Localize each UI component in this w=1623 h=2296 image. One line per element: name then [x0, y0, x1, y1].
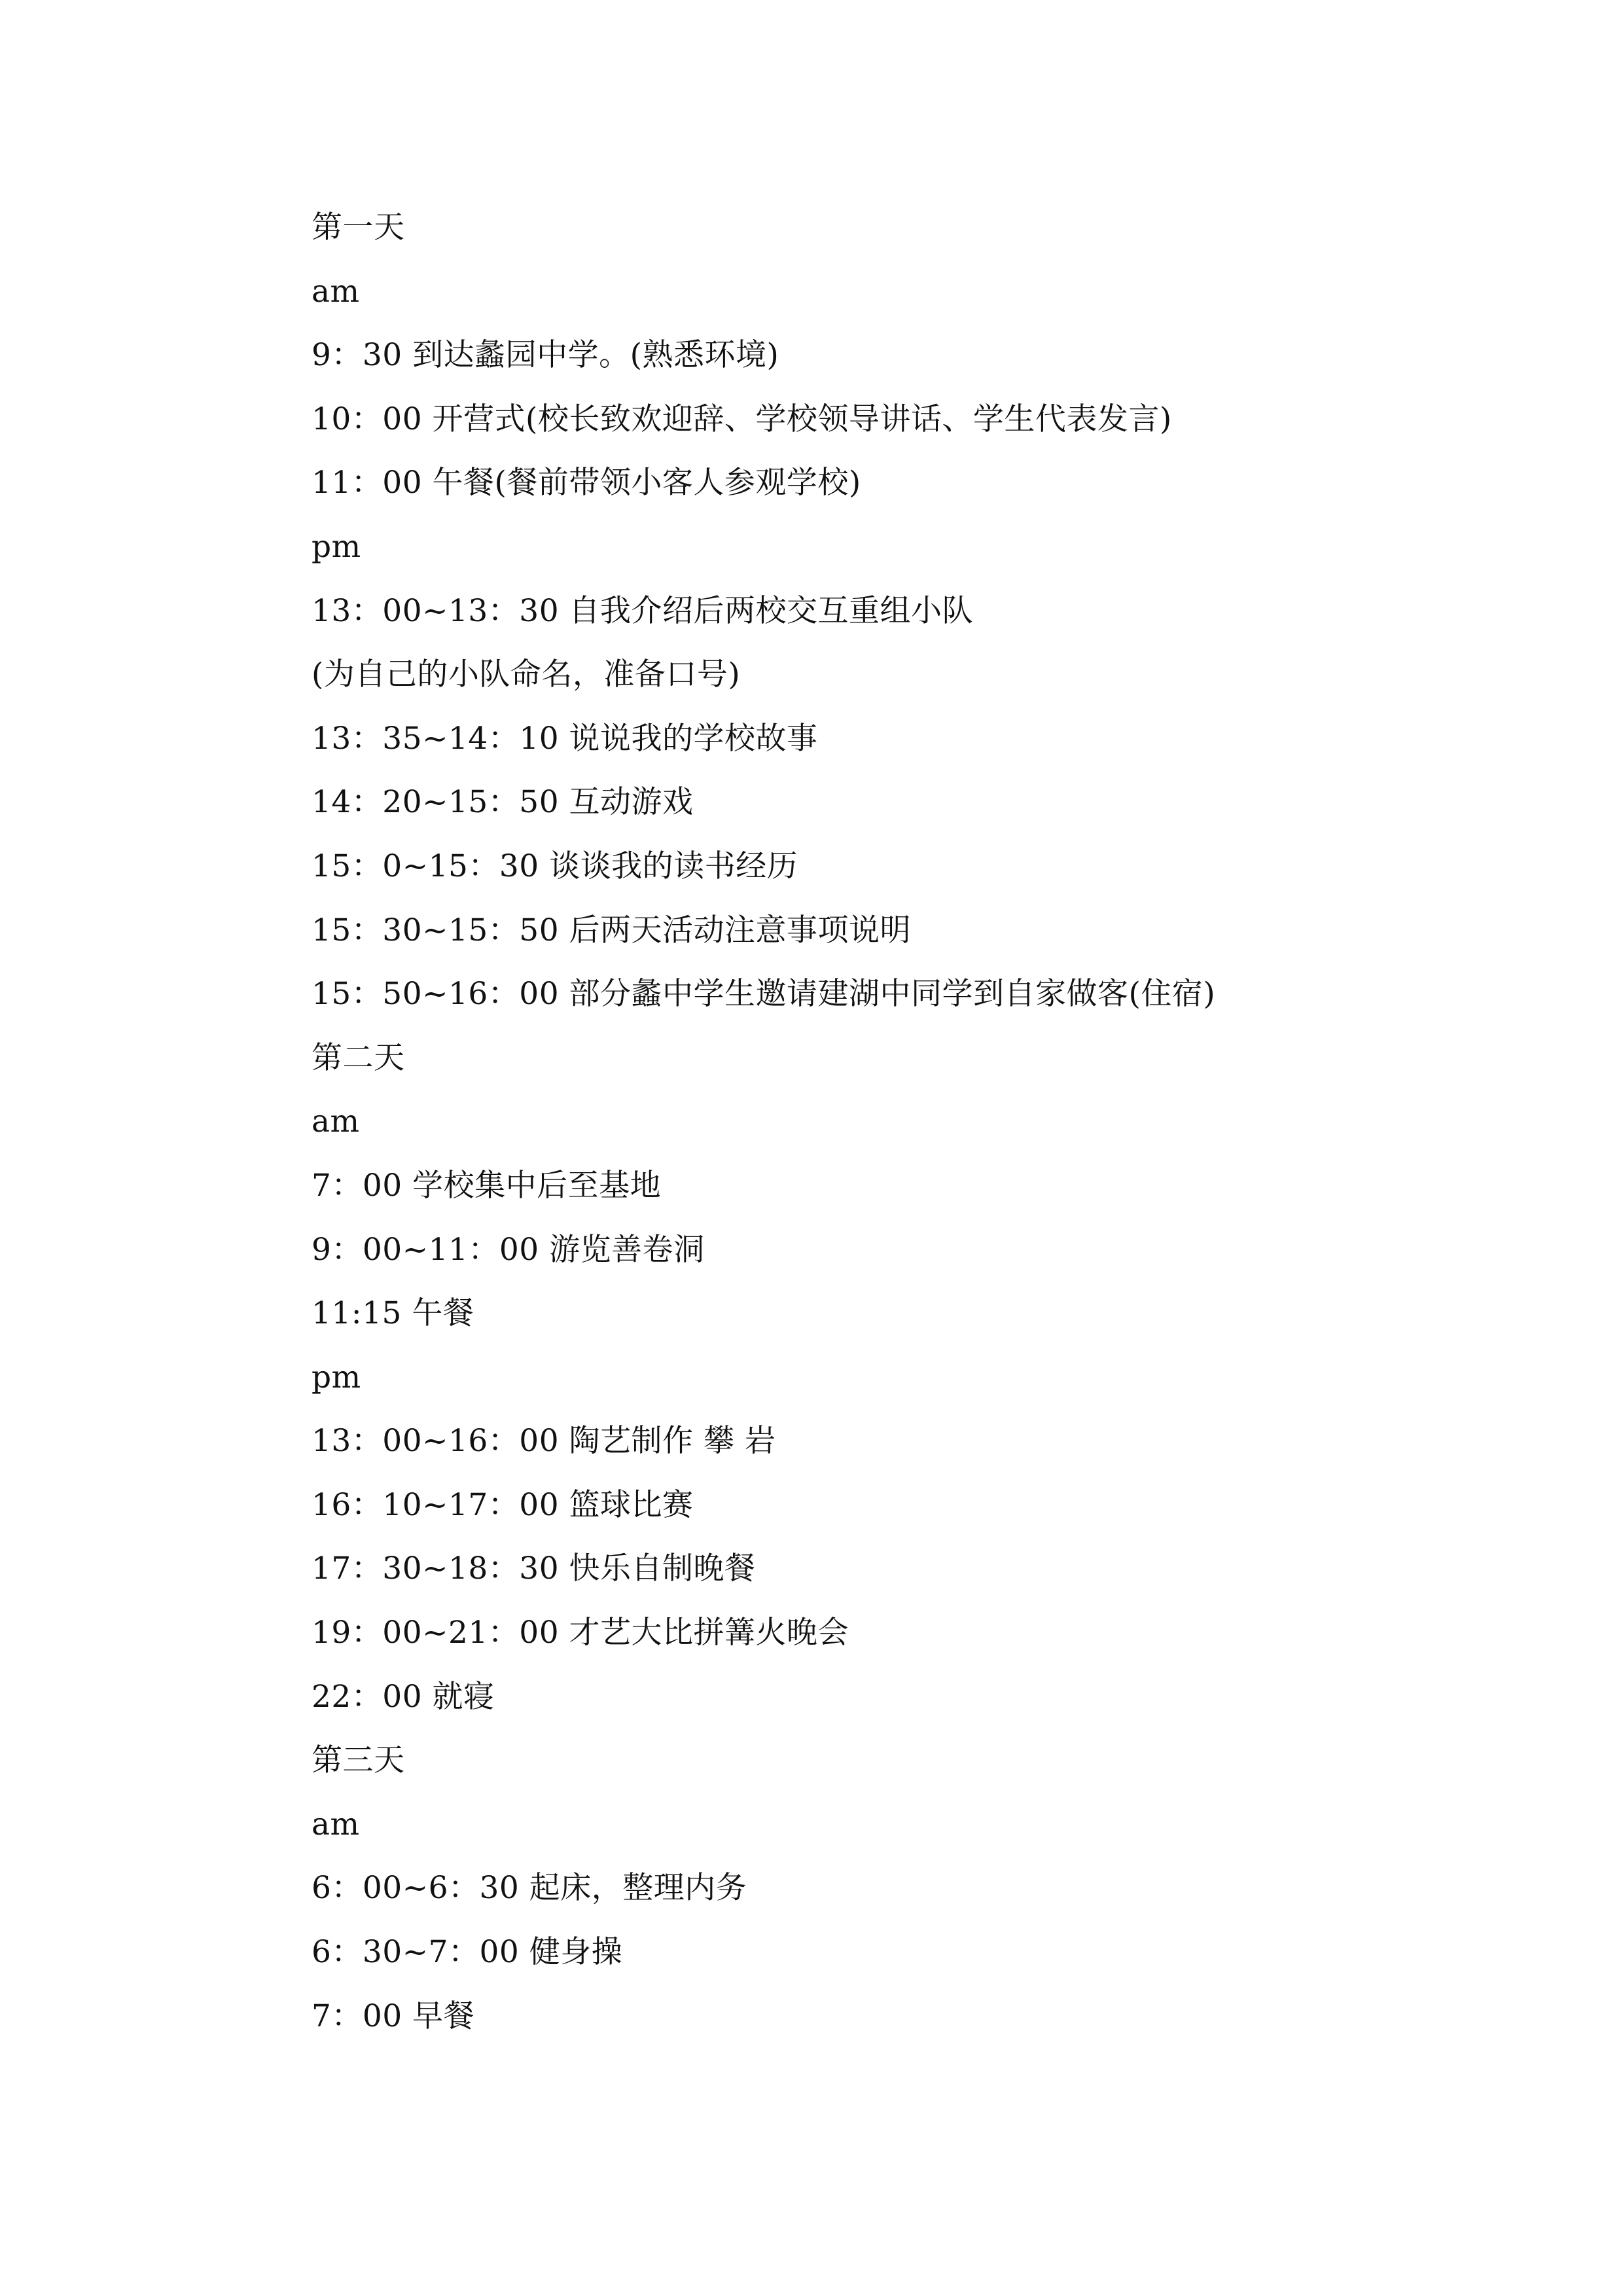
- schedule-line: 19：00~21：00 才艺大比拼篝火晚会: [312, 1615, 849, 1651]
- schedule-line: 9：30 到达蠡园中学。(熟悉环境): [312, 337, 779, 374]
- period-label: am: [312, 1103, 360, 1140]
- schedule-line: 7：00 早餐: [312, 1998, 475, 2034]
- schedule-line: 7：00 学校集中后至基地: [312, 1167, 662, 1204]
- schedule-line: 13：35~14：10 说说我的学校故事: [312, 720, 818, 757]
- schedule-text: [312, 204, 1424, 2056]
- schedule-line: 6：00~6：30 起床，整理内务: [312, 1870, 747, 1907]
- schedule-line: 13：00~13：30 自我介绍后两校交互重组小队: [312, 592, 974, 629]
- day-heading: 第二天: [312, 1039, 405, 1076]
- schedule-line: 14：20~15：50 互动游戏: [312, 784, 694, 821]
- schedule-line: 10：00 开营式(校长致欢迎辞、学校领导讲话、学生代表发言): [312, 401, 1172, 437]
- schedule-line: 6：30~7：00 健身操: [312, 1934, 623, 1971]
- day-heading: 第三天: [312, 1742, 405, 1779]
- schedule-line: 15：0~15：30 谈谈我的读书经历: [312, 848, 798, 884]
- period-label: pm: [312, 528, 361, 565]
- schedule-line: 9：00~11：00 游览善卷洞: [312, 1231, 705, 1268]
- period-label: am: [312, 1806, 360, 1842]
- schedule-line: 16：10~17：00 篮球比赛: [312, 1486, 694, 1523]
- schedule-line: 13：00~16：00 陶艺制作 攀 岩: [312, 1423, 776, 1460]
- schedule-line: 15：30~15：50 后两天活动注意事项说明: [312, 912, 912, 948]
- period-label: pm: [312, 1359, 361, 1395]
- day-heading: 第一天: [312, 209, 405, 245]
- schedule-line: 11：00 午餐(餐前带领小客人参观学校): [312, 465, 861, 501]
- schedule-line: 22：00 就寝: [312, 1678, 495, 1715]
- schedule-line: 17：30~18：30 快乐自制晚餐: [312, 1551, 756, 1587]
- schedule-note: (为自己的小队命名，准备口号): [312, 656, 741, 693]
- schedule-line: 15：50~16：00 部分蠡中学生邀请建湖中同学到自家做客(住宿): [312, 976, 1216, 1013]
- period-label: am: [312, 273, 360, 310]
- schedule-line: 11:15 午餐: [312, 1295, 474, 1332]
